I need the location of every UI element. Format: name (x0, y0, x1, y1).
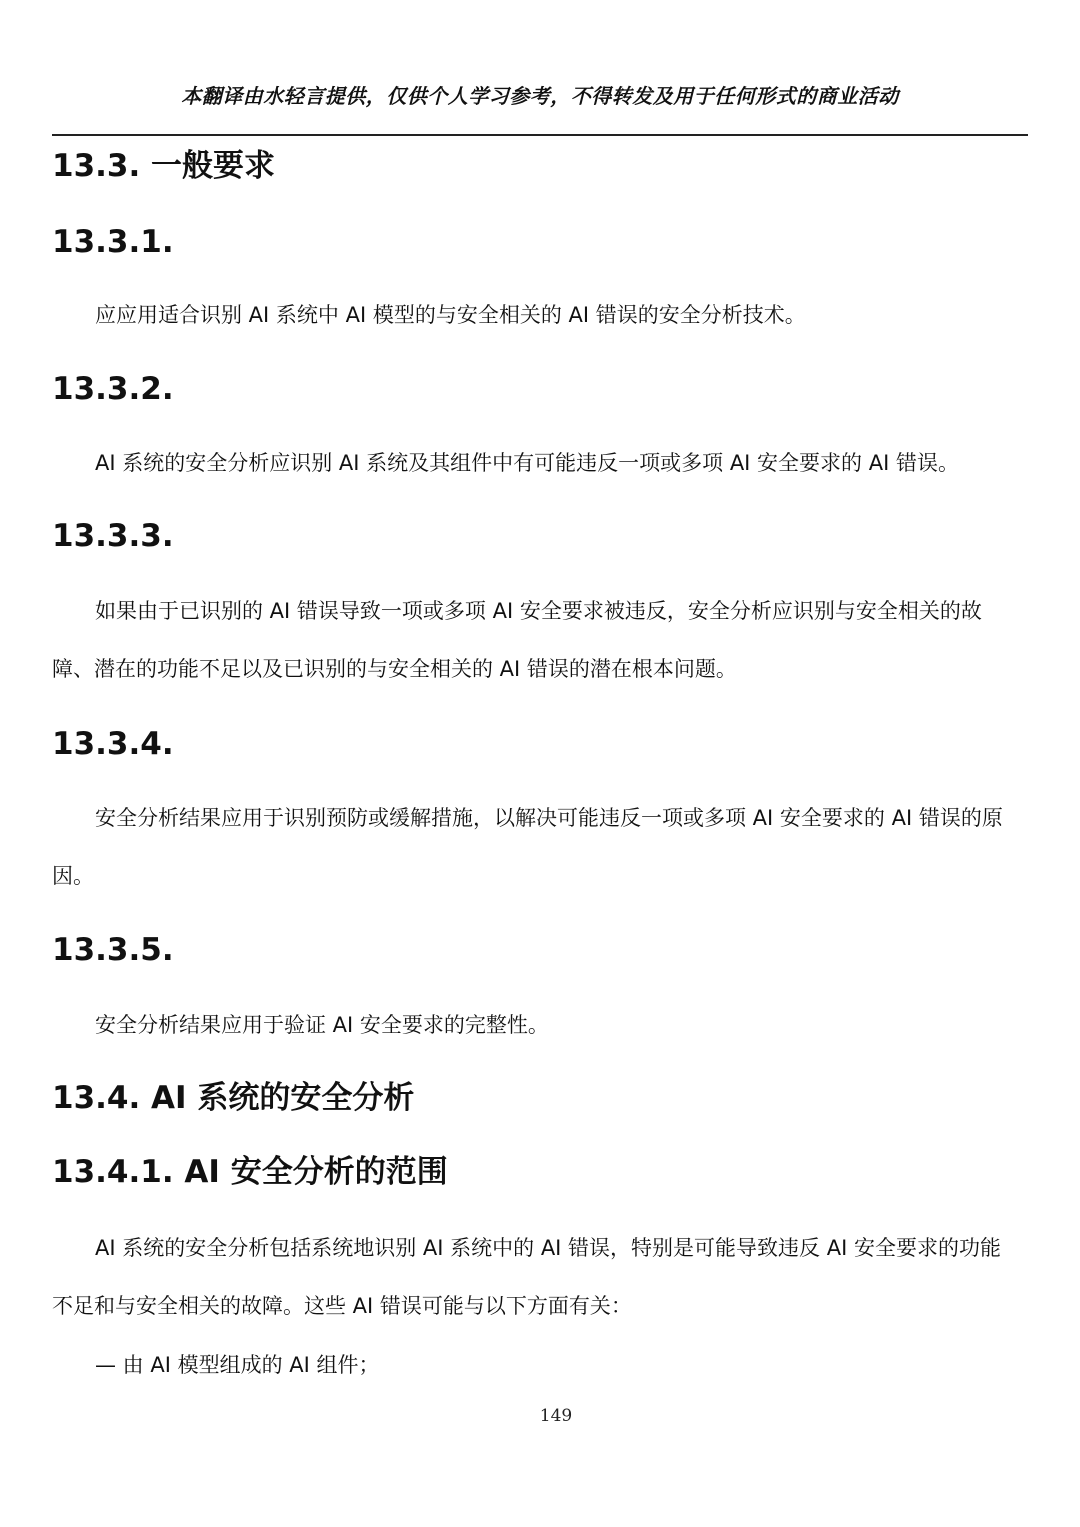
page-number: 149 (539, 1406, 573, 1426)
heading-13-3-5: 13.3.5. (52, 932, 174, 968)
paragraph-13-4-1: AI 系统的安全分析包括系统地识别 AI 系统中的 AI 错误，特别是可能导致违反 AI 安全要求的功能不足和与安全相关的故障。这些 AI 错误可能与以下方面有关： (52, 1236, 1001, 1318)
heading-13-4: 13.4. AI 系统的安全分析 (52, 1080, 415, 1116)
page-header-notice: 本翻译由水轻言提供，仅供个人学习参考，不得转发及用于任何形式的商业活动 (181, 84, 899, 108)
heading-13-3: 13.3. 一般要求 (52, 148, 276, 184)
paragraph-13-3-1: 应应用适合识别 AI 系统中 AI 模型的与安全相关的 AI 错误的安全分析技术。 (95, 303, 806, 327)
heading-13-3-1: 13.3.1. (52, 224, 174, 260)
paragraph-13-3-5: 安全分析结果应用于验证 AI 安全要求的完整性。 (95, 1013, 549, 1037)
heading-13-4-1: 13.4.1. AI 安全分析的范围 (52, 1154, 448, 1190)
paragraph-13-3-4: 安全分析结果应用于识别预防或缓解措施，以解决可能违反一项或多项 AI 安全要求的 AI 错误的原因。 (52, 806, 1003, 888)
paragraph-13-3-3: 如果由于已识别的 AI 错误导致一项或多项 AI 安全要求被违反，安全分析应识别与安全相关的故障、潜在的功能不足以及已识别的与安全相关的 AI 错误的潜在根本问题。 (52, 599, 982, 681)
paragraph-13-3-2: AI 系统的安全分析应识别 AI 系统及其组件中有可能违反一项或多项 AI 安全要求的 AI 错误。 (95, 451, 959, 475)
header-divider (52, 134, 1028, 136)
heading-13-3-3: 13.3.3. (52, 518, 174, 554)
list-item-ai-component: — 由 AI 模型组成的 AI 组件； (95, 1353, 380, 1377)
heading-13-3-4: 13.3.4. (52, 726, 174, 762)
heading-13-3-2: 13.3.2. (52, 371, 174, 407)
